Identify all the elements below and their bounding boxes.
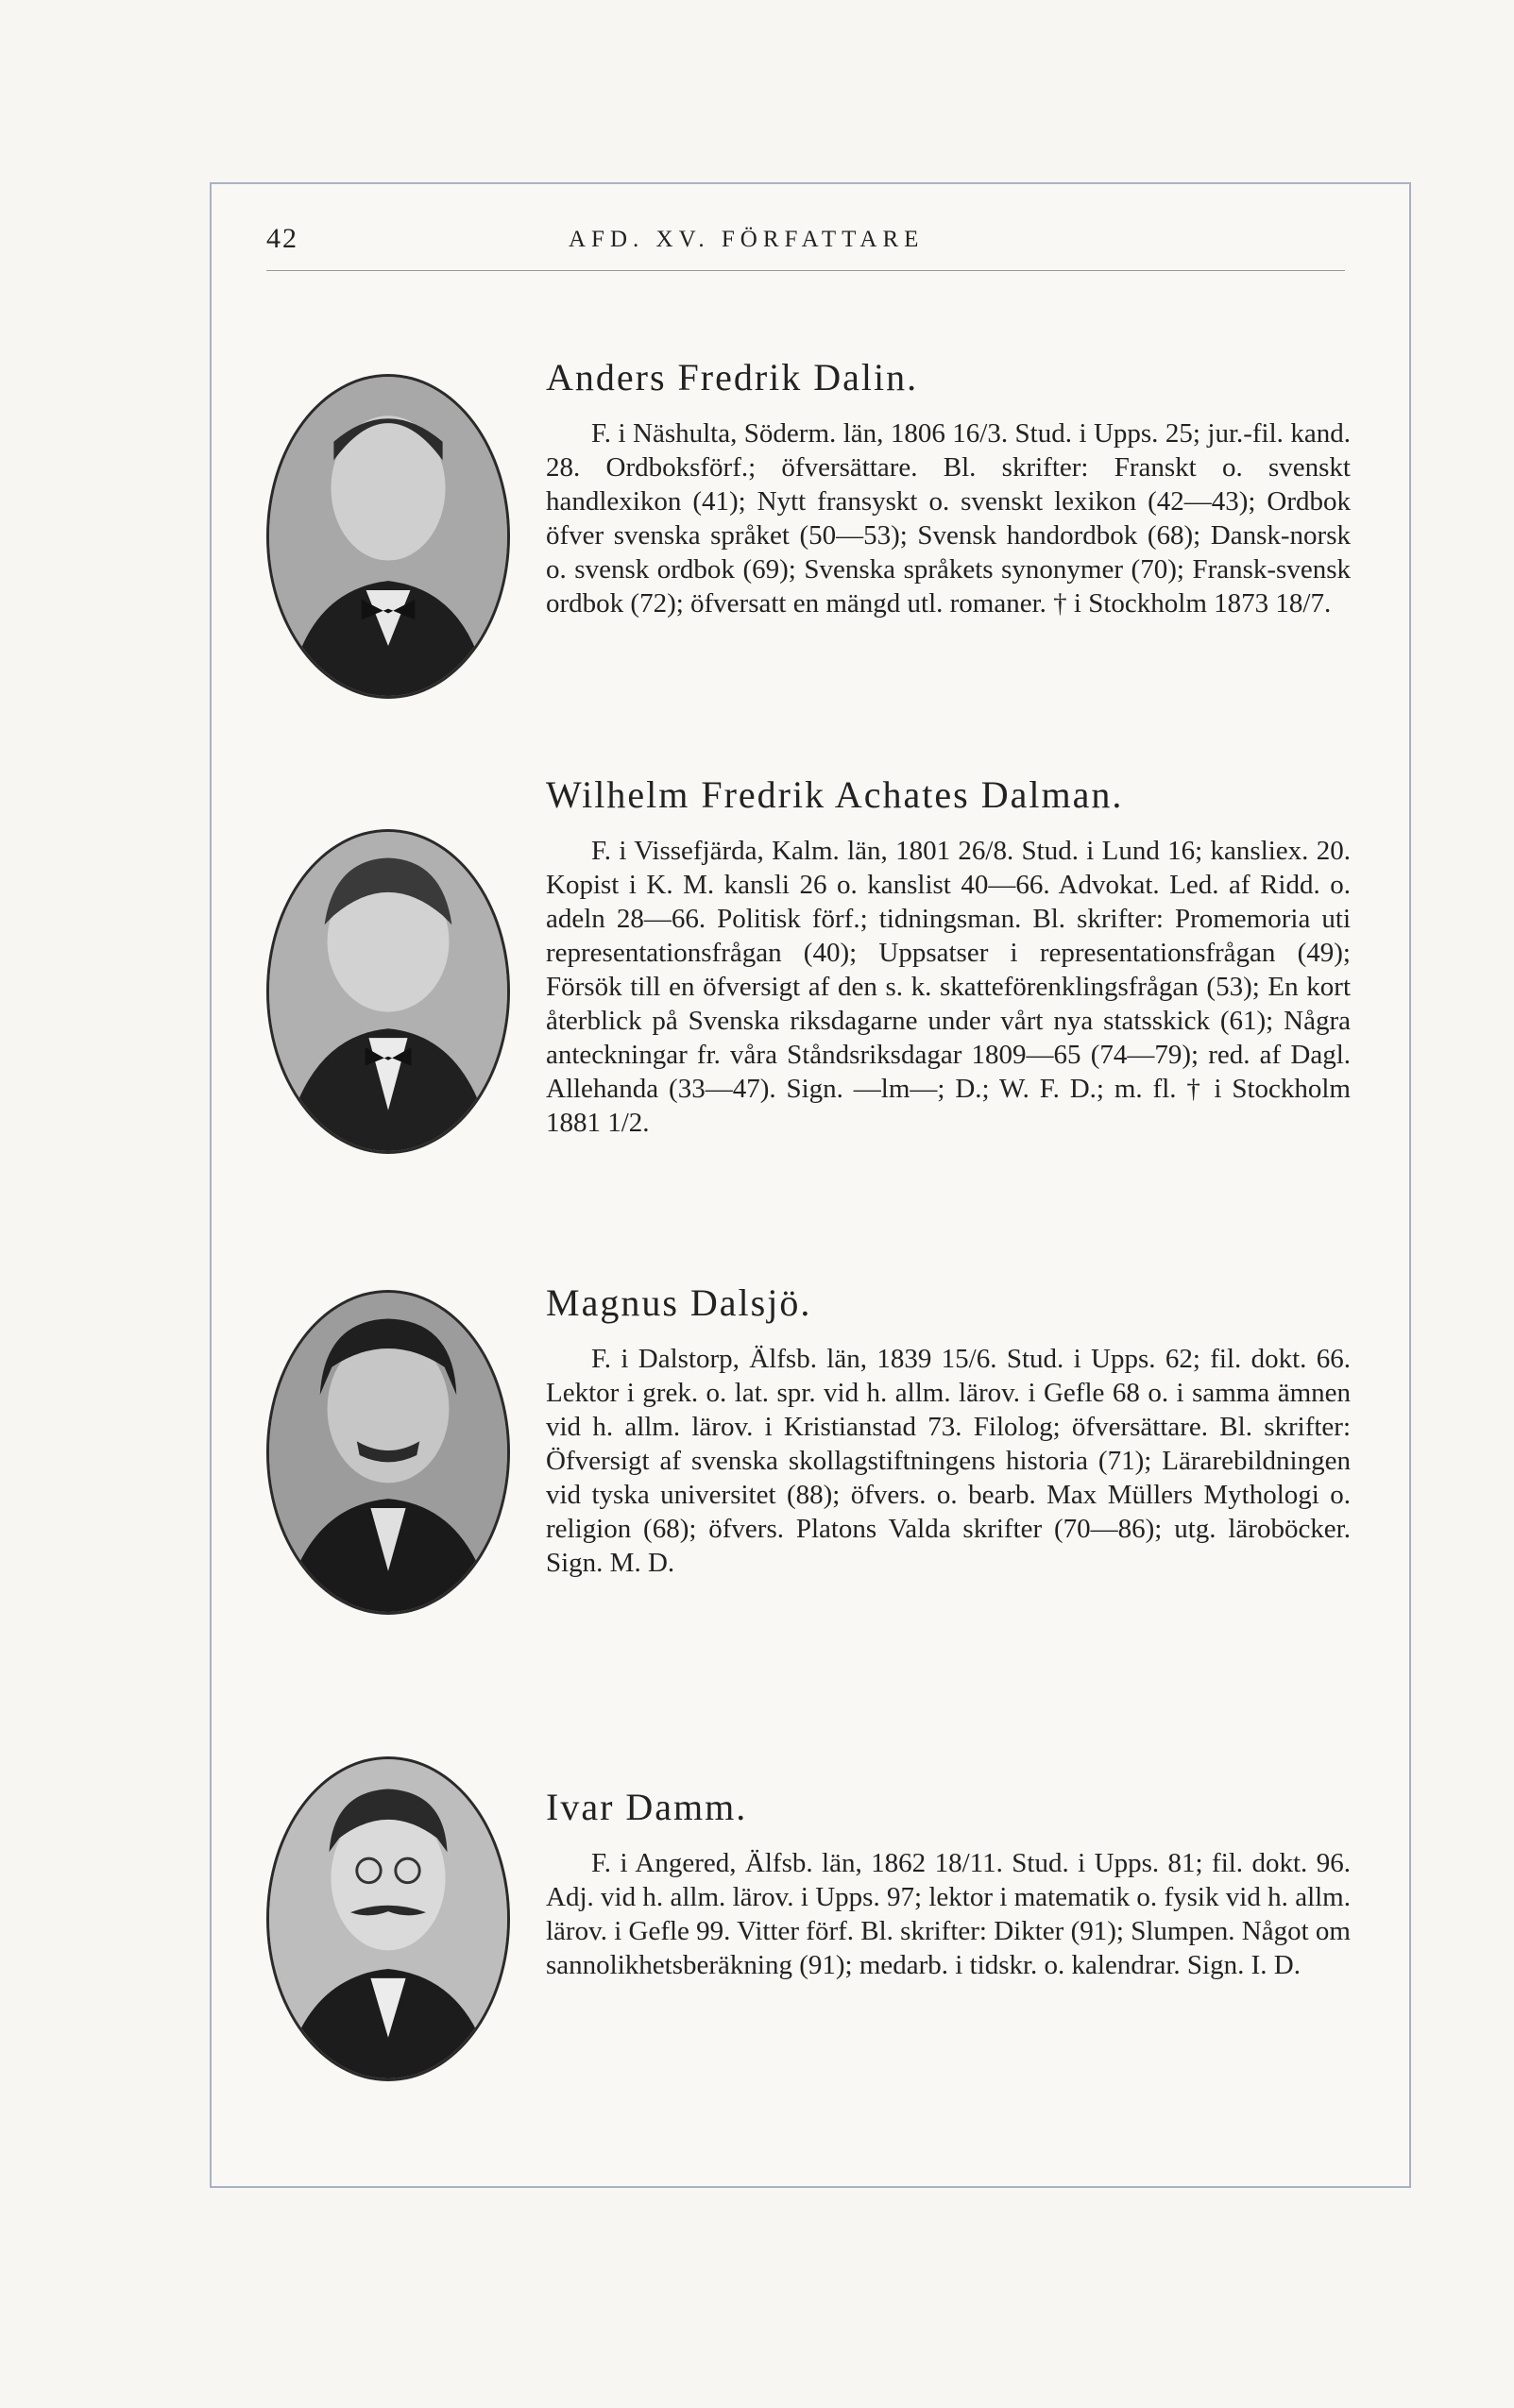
page-header [266,223,1345,271]
entry-bio: F. i Dalstorp, Älfsb. län, 1839 15/6. Stud. i Upps. 62; fil. dokt. 66. Lektor i grek. o. lat. spr. vid h. allm. lärov. i Gefle 68 o. i samma ämnen vid h. allm. lärov. i Kristianstad 73. Filolog; öfversättare. Bl. skrifter: Öfversigt af svenska skollagstiftningens historia (71); Lärarebildningen vid tyska universitet (88); öfvers. o. bearb. Max Müllers Mythologi o. religion (68); öfvers. Platons Valda skrifter (70—86); utg. läroböcker. Sign. M. D. [546,1344,1351,1578]
entry-bio: F. i Vissefjärda, Kalm. län, 1801 26/8. Stud. i Lund 16; kansliex. 20. Kopist i K. M. kansli 26 o. kanslist 40—66. Advokat. Led. af Ridd. o. adeln 28—66. Politisk förf.; tidningsman. Bl. skrifter: Promemoria uti representationsfrågan (40); Uppsatser i representationsfrågan (49); Försök till en öfversigt af den s. k. skatteförenklingsfrågan (53); En kort återblick på Svenska riksdagarne under vårt nya statsskick (61); Några anteckningar fr. våra Ståndsriksdagar 1809—65 (74—79); red. af Dagl. Allehanda (33—47). Sign. —lm—; D.; W. F. D.; m. fl. † i Stockholm 1881 1/2. [546,836,1351,1138]
portrait-image [266,1756,510,2081]
entry-name: Magnus Dalsjö. [546,1281,812,1324]
entry-text [546,1280,1351,1580]
entry-bio: F. i Angered, Älfsb. län, 1862 18/11. Stud. i Upps. 81; fil. dokt. 96. Adj. vid h. allm. lärov. i Upps. 97; lektor i matematik o. fysik vid h. allm. lärov. i Gefle 99. Vitter förf. Bl. skrifter: Dikter (91); Slumpen. Något om sannolikhetsberäkning (91); medarb. i tidskr. o. kalendrar. Sign. I. D. [546,1848,1351,1980]
entry-text [546,1785,1351,1982]
portrait-image [266,374,510,699]
entry-name: Ivar Damm. [546,1786,748,1828]
page-number: 42 [266,223,298,254]
entry-text [546,772,1351,1140]
entry-text [546,355,1351,620]
running-head: AFD. XV. FÖRFATTARE [569,227,925,252]
portrait-image [266,829,510,1154]
entry-bio: F. i Näshulta, Söderm. län, 1806 16/3. Stud. i Upps. 25; jur.-fil. kand. 28. Ordboksförf.; öfversättare. Bl. skrifter: Franskt o. svenskt handlexikon (41); Nytt fransyskt o. svenskt lexikon (42—43); Ordbok öfver svenska språket (50—53); Svensk handordbok (68); Dansk-norsk o. svensk ordbok (69); Svenska språkets synonymer (70); Fransk-svensk ordbok (72); öfversatt en mängd utl. romaner. † i Stockholm 1873 18/7. [546,418,1351,619]
portrait-image [266,1290,510,1615]
entry-name: Wilhelm Fredrik Achates Dalman. [546,773,1124,816]
entry-name: Anders Fredrik Dalin. [546,356,919,399]
